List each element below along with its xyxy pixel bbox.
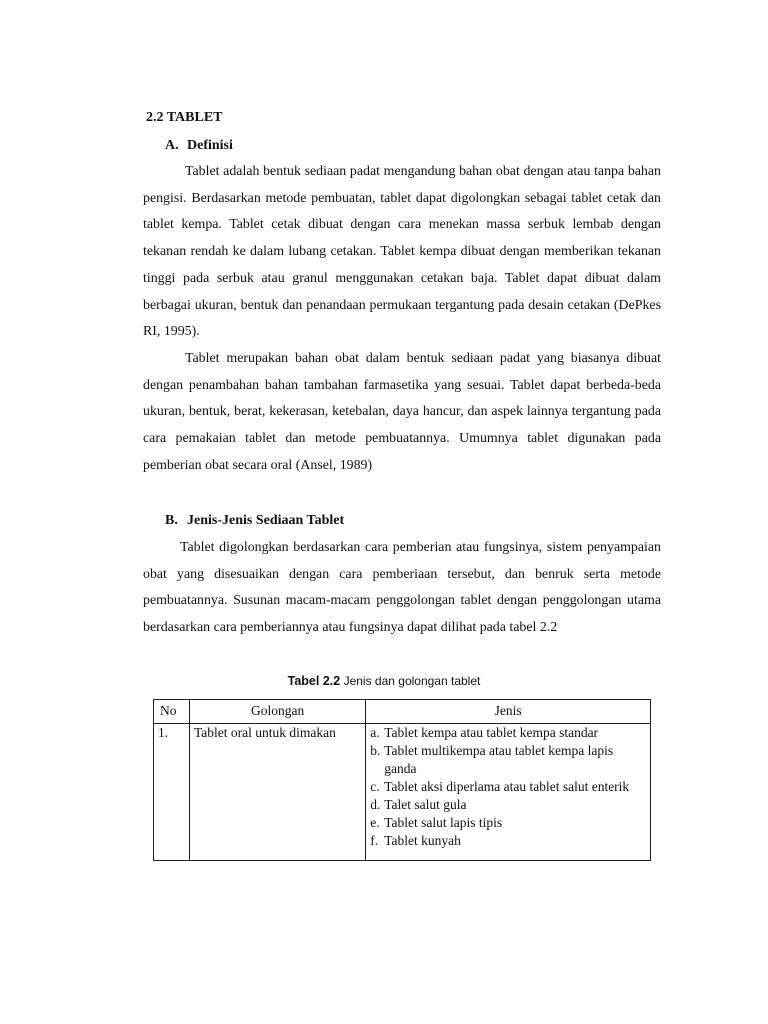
list-item-text: Tablet salut lapis tipis [384, 815, 503, 830]
table-header-row [154, 700, 651, 724]
list-item-marker: a. [370, 725, 380, 740]
table-caption-text: Jenis dan golongan tablet [343, 674, 481, 688]
cell-no: 1. [154, 724, 190, 861]
list-item-text: Tablet aksi diperlama atau tablet salut enterik [384, 779, 630, 794]
list-item [370, 796, 646, 814]
subsection-b-heading [165, 513, 344, 529]
subsection-a-heading [165, 138, 233, 154]
header-no: No [154, 700, 190, 724]
jenis-paragraph: Tablet digolongkan berdasarkan cara pemberian atau fungsinya, sistem penyampaian obat yang disesuaikan dengan cara pemberiaan tersebut, dan benruk serta metode pembuatannya. Susunan macam-macam penggolongan tablet dengan penggolongan utama berdasarkan cara pemberiannya atau fungsinya dapat dilihat pada tabel 2.2 [143, 540, 661, 636]
table-caption [0, 673, 768, 689]
list-item-marker: c. [370, 779, 380, 794]
header-golongan: Golongan [189, 700, 365, 724]
list-item [370, 778, 646, 796]
subsection-b-letter: B. [165, 513, 178, 528]
definisi-paragraph-2: Tablet merupakan bahan obat dalam bentuk sediaan padat yang biasanya dibuat dengan penambahan bahan tambahan farmasetika yang sesuai. Tablet dapat berbeda-beda ukuran, bentuk, berat, kekerasan, ketebalan, daya hancur, dan aspek lainnya tergantung pada cara pemakaian tablet dan metode pembuatannya. Umumnya tablet digunakan pada pemberian obat secara oral (Ansel, 1989) [143, 351, 661, 473]
list-item [370, 724, 646, 742]
tablet-table [153, 699, 651, 861]
list-item-marker: b. [370, 743, 381, 758]
list-item-text: Tablet kempa atau tablet kempa standar [384, 725, 599, 740]
header-jenis: Jenis [366, 700, 651, 724]
subsection-a-letter: A. [165, 138, 179, 153]
table-caption-label: Tabel 2.2 [287, 674, 341, 688]
list-item-text: Talet salut gula [384, 797, 467, 812]
table-row [154, 724, 651, 861]
list-item-marker: e. [370, 815, 380, 830]
list-item-marker: d. [370, 797, 381, 812]
cell-jenis [366, 724, 651, 861]
list-item-marker: f. [370, 833, 379, 848]
jenis-list [370, 724, 646, 850]
subsection-b-title: Jenis-Jenis Sediaan Tablet [187, 513, 345, 528]
section-title: 2.2 TABLET [146, 110, 223, 125]
list-item [370, 742, 646, 778]
subsection-a-title: Definisi [187, 138, 233, 153]
list-item [370, 832, 646, 850]
list-item [370, 814, 646, 832]
list-item-text: Tablet multikempa atau tablet kempa lapis ganda [384, 743, 614, 776]
cell-golongan: Tablet oral untuk dimakan [189, 724, 365, 861]
list-item-text: Tablet kunyah [384, 833, 461, 848]
definisi-paragraph-1: Tablet adalah bentuk sediaan padat mengandung bahan obat dengan atau tanpa bahan pengisi. Berdasarkan metode pembuatan, tablet dapat digolongkan sebagai tablet cetak dan tablet kempa. Tablet cetak dibuat dengan cara menekan massa serbuk lembab dengan tekanan rendah ke dalam lubang cetakan. Tablet kempa dibuat dengan memberikan tekanan tinggi pada serbuk atau granul menggunakan cetakan baja. Tablet dapat dibuat dalam berbagai ukuran, bentuk dan penandaan permukaan tergantung pada desain cetakan (DePkes RI, 1995). [143, 164, 661, 340]
